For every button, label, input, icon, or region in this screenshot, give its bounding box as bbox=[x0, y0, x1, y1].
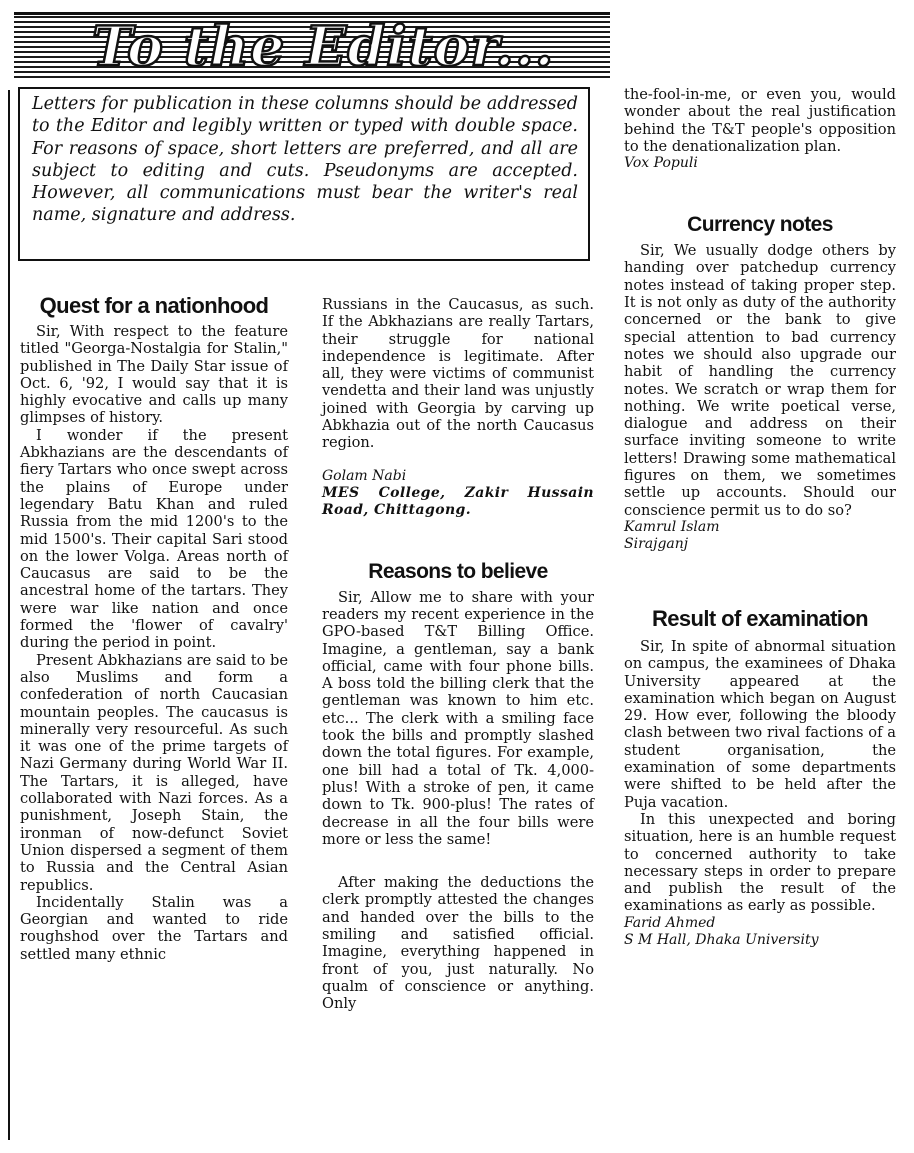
result-paragraph-2: In this unexpected and boring situation, here is an humble request to concerned authority to take necessary steps in order to prepare and publish the result of the examinations as early as possible. bbox=[624, 810, 896, 915]
submission-notice-text: Letters for publication in these columns should be addressed to the Editor and legibly written or typed with double space. For reasons of space, short letters are preferred, and all are subject to editing and cuts. Pseudonyms are accepted. However, all communications must bear the writer's real name, signature and address. bbox=[32, 94, 578, 226]
reasons-paragraph-2: After making the deductions the clerk promptly attested the changes and handed over the bills to the smiling and satisfied official. Imagine, everything happened in front of you, just naturally. No qualm of conscience or anything. Only bbox=[322, 874, 594, 1013]
masthead-banner bbox=[14, 16, 610, 78]
quest-paragraph-4: Incidentally Stalin was a Georgian and wanted to ride roughshod over the Tartars and settled many ethnic bbox=[20, 893, 288, 963]
masthead-title: To the Editor... bbox=[92, 16, 555, 78]
currency-paragraph-1: Sir, We usually dodge others by handing over patchedup currency notes instead of taking proper step. It is not only as duty of the authority concerned or the bank to give special attention to bad currency notes we should also upgrade our habit of handling the currency notes. We scratch or wrap them for nothing. We write poetical verse, dialogue and address on their surface inviting someone to write letters! Drawing some mathematical figures on them, we sometimes settle up accounts. Should our conscience permit us to do so? bbox=[624, 242, 896, 519]
quest-paragraph-1: Sir, With respect to the feature titled "Georga-Nostalgia for Stalin," published in The Daily Star issue of Oct. 6, '92, I would say that it is highly evocative and calls up many glimpses of history. bbox=[20, 323, 288, 427]
submission-notice-box bbox=[18, 87, 590, 261]
result-paragraph-1: Sir, In spite of abnormal situation on campus, the examinees of Dhaka University appeared at the examination which began on August 29. How ever, following the bloody clash between two rival factions of a student organisation, the examination of some departments were shifted to be held after the Puja vacation. bbox=[624, 637, 896, 811]
reasons-paragraph-3: the-fool-in-me, or even you, would wonder about the real justification behind the T&T people's opposition to the denationalization plan. bbox=[624, 86, 896, 155]
column-middle bbox=[322, 296, 594, 1013]
currency-signature-address: Sirajganj bbox=[624, 535, 689, 552]
quest-paragraph-5: Russians in the Caucasus, as such. If the Abkhazians are really Tartars, their struggle for national independence is legitimate. After all, they were victims of communist vendetta and their land was unjustly joined with Georgia by carving up Abkhazia out of the north Caucasus region. bbox=[322, 296, 594, 452]
headline-currency-notes: Currency notes bbox=[687, 213, 833, 237]
result-signature-address: S M Hall, Dhaka University bbox=[624, 931, 819, 948]
quest-signature-address: MES College, Zakir Hussain Road, Chittagong. bbox=[322, 484, 594, 518]
headline-result-of-examination: Result of examination bbox=[652, 605, 868, 631]
result-signature-name: Farid Ahmed bbox=[624, 914, 716, 931]
quest-signature-name: Golam Nabi bbox=[322, 467, 407, 484]
quest-paragraph-3: Present Abkhazians are said to be also Muslims and form a confederation of north Caucasian mountain peoples. The caucasus is minerally very resourceful. As such it was one of the prime targets of Nazi Germany during World War II. The Tartars, it is alleged, have collaborated with Nazi forces. As a punishment, Joseph Stain, the ironman of now-defunct Soviet Union dispersed a segment of them to Russia and the Central Asian republics. bbox=[20, 651, 288, 894]
column-right bbox=[624, 86, 896, 949]
currency-signature-name: Kamrul Islam bbox=[624, 518, 720, 535]
reasons-signature-name: Vox Populi bbox=[624, 155, 698, 172]
column-left bbox=[20, 292, 288, 963]
headline-quest-for-a-nationhood: Quest for a nationhood bbox=[39, 293, 269, 318]
reasons-paragraph-1: Sir, Allow me to share with your readers my recent experience in the GPO-based T&T Billing Office. Imagine, a gentleman, say a bank official, came with four phone bills. A boss told the billing clerk that the gentleman was known to him etc. etc... The clerk with a smiling face took the bills and promptly slashed down the total figures. For example, one bill had a total of Tk. 4,000-plus! With a stroke of pen, it came down to Tk. 900-plus! The rates of decrease in all the four bills were more or less the same! bbox=[322, 588, 594, 848]
left-column-rule bbox=[8, 90, 10, 1140]
top-rule bbox=[14, 12, 610, 15]
headline-reasons-to-believe: Reasons to believe bbox=[368, 559, 548, 583]
quest-paragraph-2: I wonder if the present Abkhazians are the descendants of fiery Tartars who once swept across the plains of Europe under legendary Batu Khan and ruled Russia from the mid 1200's to the mid 1500's. Their capital Sari stood on the lower Volga. Areas north of Caucasus are said to be the ancestral home of the tartars. They were war like nation and once formed the 'flower of cavalry' during the period in point. bbox=[20, 426, 288, 652]
